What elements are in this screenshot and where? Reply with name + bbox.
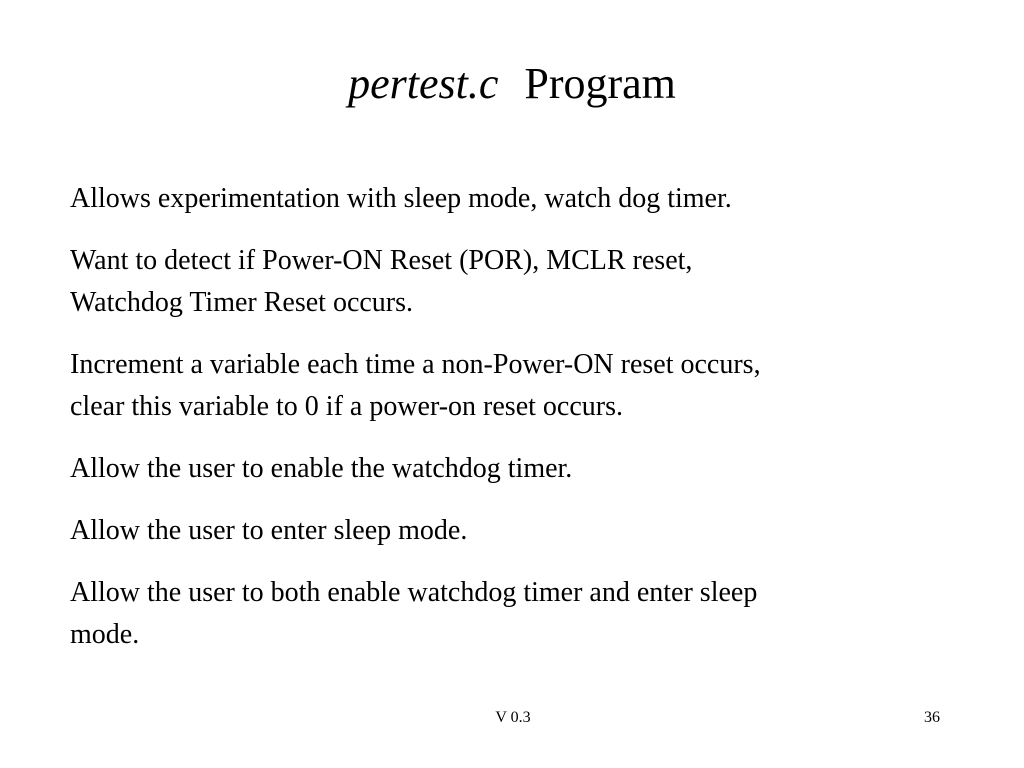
body-paragraph: [70, 572, 930, 656]
slide-title: [0, 56, 1024, 112]
paragraph-line: mode.: [70, 619, 140, 650]
paragraph-line: Allow the user to enter sleep mode.: [70, 515, 468, 546]
footer-version: V 0.3: [495, 709, 531, 726]
paragraph-line: clear this variable to 0 if a power-on reset occurs.: [70, 391, 623, 422]
title-filename: pertest.c: [348, 59, 499, 108]
title-label: Program: [524, 59, 676, 108]
footer-page-number: 36: [924, 709, 940, 726]
paragraph-line: Increment a variable each time a non-Power-ON reset occurs,: [70, 349, 761, 380]
body-paragraph: [70, 510, 930, 552]
body-paragraph: [70, 448, 930, 490]
body-paragraph: [70, 178, 930, 220]
body-paragraph: [70, 344, 930, 428]
paragraph-line: Want to detect if Power-ON Reset (POR), MCLR reset,: [70, 245, 693, 276]
paragraph-line: Allows experimentation with sleep mode, watch dog timer.: [70, 183, 732, 214]
body-paragraph: [70, 240, 930, 324]
paragraph-line: Watchdog Timer Reset occurs.: [70, 287, 414, 318]
paragraph-line: Allow the user to enable the watchdog timer.: [70, 453, 573, 484]
slide-body: [70, 178, 930, 676]
paragraph-line: Allow the user to both enable watchdog timer and enter sleep: [70, 577, 758, 608]
